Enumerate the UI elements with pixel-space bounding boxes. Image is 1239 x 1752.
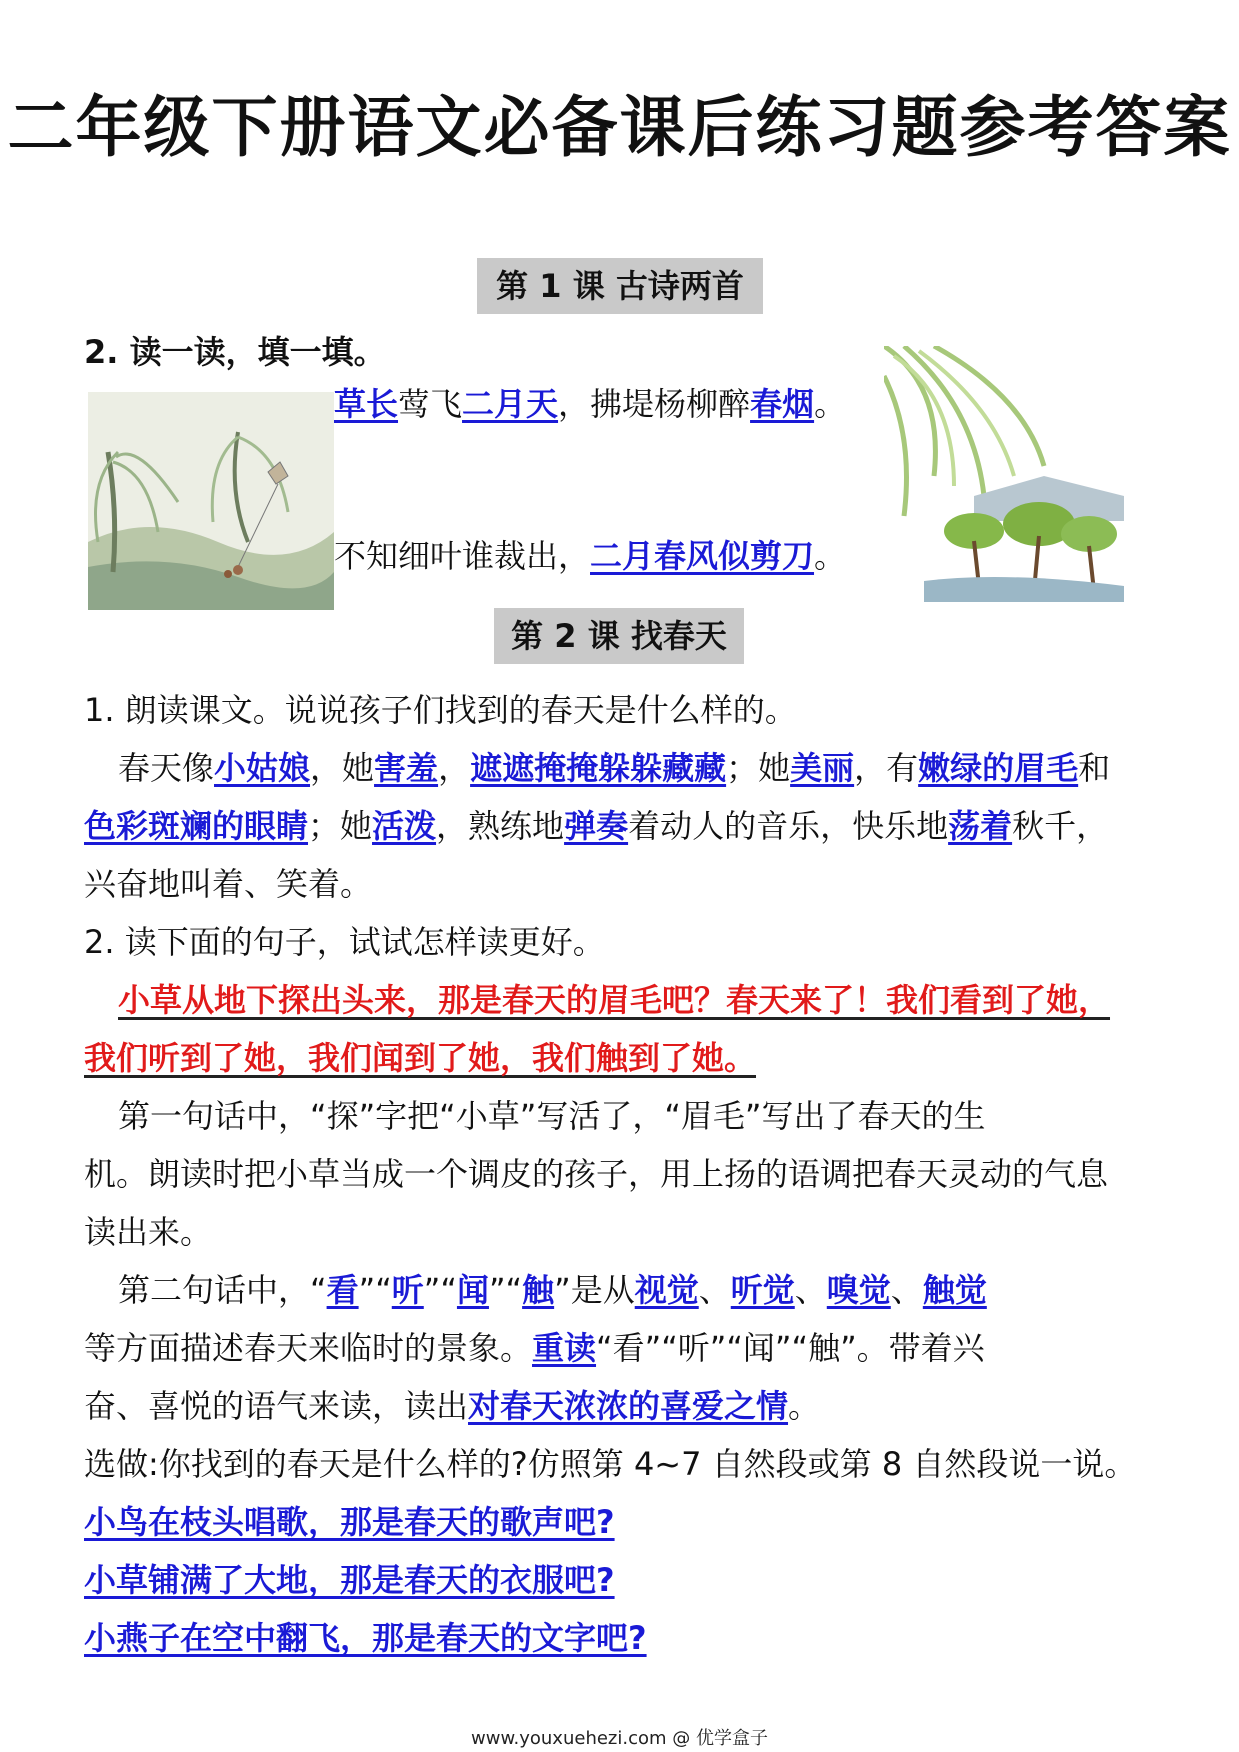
paragraph2-line2: 等方面描述春天来临时的景象。重读“看”“听”“闻”“触”。带着兴: [84, 1329, 985, 1367]
paragraph1-line3: 读出来。: [84, 1213, 213, 1251]
paragraph1-line1: 第一句话中，“探”字把“小草”写活了，“眉毛”写出了春天的生: [118, 1097, 986, 1135]
answer-blank: 触觉: [922, 1271, 987, 1309]
answer1-line3: 兴奋地叫着、笑着。: [84, 865, 373, 903]
page-title: 二年级下册语文必备课后练习题参考答案: [7, 89, 1232, 166]
answer1-line1: 春天像小姑娘，她害羞，遮遮掩掩躲躲藏藏；她美丽，有嫩绿的眉毛和: [118, 749, 1111, 787]
lesson2-question2: 2. 读下面的句子，试试怎样读更好。: [84, 923, 605, 961]
sentence-red-line2: 我们听到了她，我们闻到了她，我们触到了她。: [84, 1039, 757, 1077]
answer-blank: 春烟: [750, 385, 815, 423]
answer-blank: 活泼: [372, 807, 437, 845]
answer-blank: 草长: [334, 385, 399, 423]
lesson1-heading: 第 1 课 古诗两首: [477, 258, 763, 314]
lesson1-question2: 2. 读一读，填一填。: [84, 333, 386, 371]
answer-blank: 对春天浓浓的喜爱之情: [468, 1387, 789, 1425]
answer-blank: 看: [326, 1271, 359, 1309]
answer-blank: 听觉: [730, 1271, 795, 1309]
answer-blank: 荡着: [948, 807, 1013, 845]
optional-answer-2: 小草铺满了大地，那是春天的衣服吧?: [84, 1561, 615, 1599]
answer-blank: 嗅觉: [826, 1271, 891, 1309]
answer-blank: 色彩斑斓的眼睛: [84, 807, 309, 845]
lesson2-question1: 1. 朗读课文。说说孩子们找到的春天是什么样的。: [84, 691, 797, 729]
answer-blank: 听: [391, 1271, 424, 1309]
answer-blank: 二月天: [462, 385, 559, 423]
answer-blank: 弹奏: [564, 807, 629, 845]
poem-illustration-kite: [88, 392, 334, 610]
answer-blank: 二月春风似剪刀: [590, 537, 815, 575]
paragraph2-line1: 第二句话中，“看”“听”“闻”“触”是从视觉、听觉、嗅觉、触觉: [118, 1271, 987, 1309]
poem-line-1: 草长莺飞二月天，拂堤杨柳醉春烟。: [334, 385, 847, 423]
answer-blank: 嫩绿的眉毛: [918, 749, 1079, 787]
answer-blank: 美丽: [790, 749, 855, 787]
lesson2-heading: 第 2 课 找春天: [494, 608, 744, 664]
answer-blank: 重读: [532, 1329, 597, 1367]
answer1-line2: 色彩斑斓的眼睛；她活泼，熟练地弹奏着动人的音乐，快乐地荡着秋千，: [84, 807, 1109, 845]
paragraph2-line3: 奋、喜悦的语气来读，读出对春天浓浓的喜爱之情。: [84, 1387, 821, 1425]
optional-question: 选做:你找到的春天是什么样的?仿照第 4~7 自然段或第 8 自然段说一说。: [84, 1445, 1137, 1483]
poem-illustration-willow: [884, 346, 1124, 602]
answer-blank: 小姑娘: [214, 749, 311, 787]
answer-blank: 视觉: [634, 1271, 699, 1309]
paragraph1-line2: 机。朗读时把小草当成一个调皮的孩子，用上扬的语调把春天灵动的气息: [84, 1155, 1109, 1193]
footer-watermark: www.youxuehezi.com @ 优学盒子: [471, 1728, 768, 1749]
answer-blank: 触: [522, 1271, 555, 1309]
sentence-red-line1: 小草从地下探出头来，那是春天的眉毛吧？春天来了！我们看到了她，: [118, 981, 1111, 1019]
answer-blank: 害羞: [374, 749, 439, 787]
optional-answer-1: 小鸟在枝头唱歌，那是春天的歌声吧?: [84, 1503, 615, 1541]
answer-blank: 闻: [456, 1271, 489, 1309]
answer-blank: 遮遮掩掩躲躲藏藏: [470, 749, 727, 787]
poem-line-2: 不知细叶谁裁出，二月春风似剪刀。: [334, 537, 847, 575]
optional-answer-3: 小燕子在空中翻飞，那是春天的文字吧?: [84, 1619, 647, 1657]
